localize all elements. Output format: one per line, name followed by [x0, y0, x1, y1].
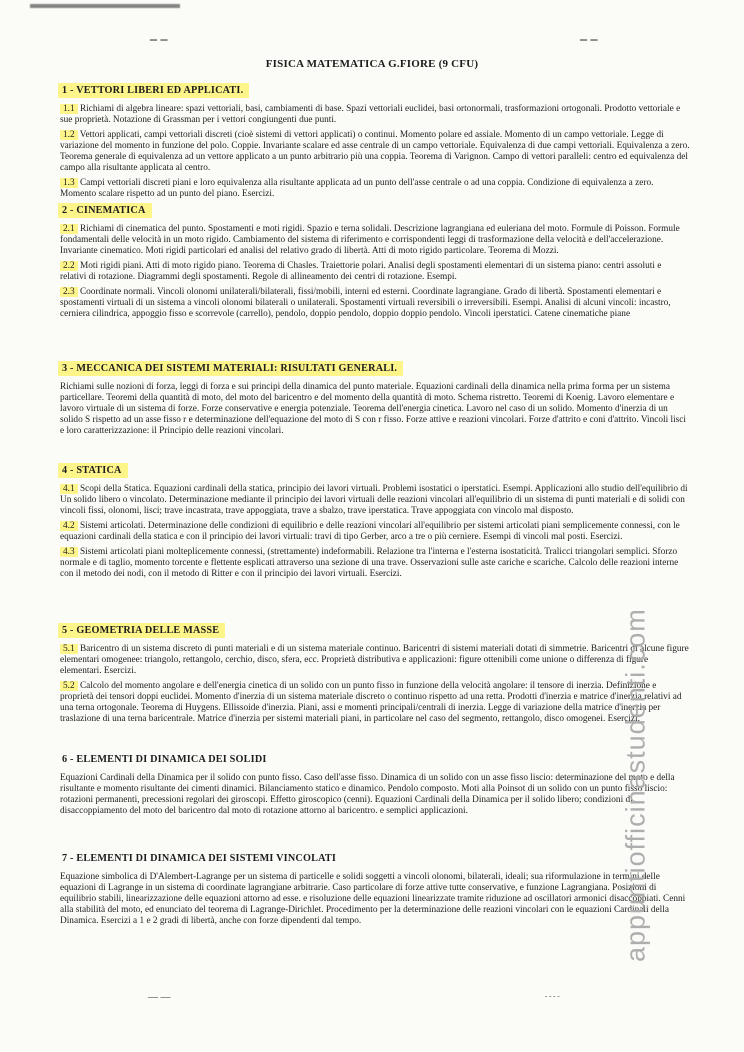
paragraph-number: 2.1: [60, 224, 78, 234]
scan-mark-bottom-right: - - - -: [545, 992, 560, 1000]
paragraph-number: 4.1: [60, 484, 78, 494]
paragraph-text: Vettori applicati, campi vettoriali discreti (cioè sistemi di vettori applicati) o continui. Momento polare ed assiale. Momento di un campo vettoriale. Legge di variazione del momento in funzione del polo. Coppie. Invariante scalare ed asse centrale di un campo vettoriale. Equivalenza di due campi vettoriali. Equivalenza a zero. Teorema generale di equivalenza ad un vettore applicato a un punto arbitrario più una coppia. Teorema di Varignon. Campo di vettori paralleli: centro ed equivalenza del campo alla risultante applicata al centro.: [60, 130, 690, 173]
paragraph-text: Richiami di cinematica del punto. Spostamenti e moti rigidi. Spazio e terna solidali. Descrizione lagrangiana ed euleriana del moto. Formule di Poisson. Formule fondamentali delle velocità in un moto rigido. Cambiamento del sistema di riferimento e corrispondenti leggi di trasformazione della velocità e dell'accelerazione. Invariante cinematico. Moti rigidi particolari ed analisi del relativo grado di libertà. Atti di moto rigido particolare. Teorema di Mozzi.: [60, 224, 680, 256]
section-1: [60, 83, 690, 204]
paragraph-text: Coordinate normali. Vincoli olonomi unilaterali/bilaterali, fissi/mobili, interni ed esterni. Coordinate lagrangiane. Grado di libertà. Spostamenti elementari e spostamenti virtuali di un sistema a vincoli olonomi bilaterali o unilaterali. Spostamenti virtuali reversibili o irreversibili. Esempi. Analisi di alcuni vincoli: incastro, cerniera cilindrica, appoggio fisso e scorrevole (carrello), pendolo, doppio pendolo, doppio doppio pendolo. Vincoli iperstatici. Catene cinematiche piane: [60, 287, 671, 319]
paragraph-number: 5.1: [60, 644, 78, 654]
paragraph: [60, 521, 690, 543]
paragraph: [60, 644, 690, 677]
paragraph-number: 1.2: [60, 130, 78, 140]
section-2: [60, 203, 690, 324]
paragraph: [60, 773, 690, 817]
section-heading: 5 - GEOMETRIA DELLE MASSE: [58, 623, 225, 638]
section-4: [60, 463, 690, 584]
paragraph: [60, 261, 690, 283]
paragraph-text: Campi vettoriali discreti piani e loro equivalenza alla risultante applicata ad un punto dell'asse centrale o ad una coppia. Condizione di equivalenza a zero. Momento scalare rispetto ad un punto del piano. Esercizi.: [60, 178, 654, 199]
section-6: [60, 752, 690, 821]
paragraph-text: Sistemi articolati piani molteplicemente connessi, (strettamente) indeformabili. Relazione tra l'interna e l'esterna isostaticità. Tralicci triangolari semplici. Sforzo normale e di taglio, momento torcente e flettente esplicati attraverso una sezione di una trave. Osservazioni sulle aste cariche e scariche. Calcolo delle reazioni interne con il metodo dei nodi, con il metodo di Ritter e con il principio dei lavori virtuali. Esercizi.: [60, 547, 679, 579]
section-heading: 3 - MECCANICA DEI SISTEMI MATERIALI: RISULTATI GENERALI.: [58, 361, 403, 376]
paragraph-text: Calcolo del momento angolare e dell'energia cinetica di un solido con un punto fisso in funzione della velocità angolare: il tensore di inerzia. Definizione e proprietà dei tensori doppi euclidei. Momento d'inerzia di un sistema materiale discreto o continuo rispetto ad una retta. Prodotti d'inerzia e matrice d'inerzia relativi ad una terna ortogonale. Teorema di Huygens. Ellissoide d'inerzia. Piani, assi e momenti principali/centrali di inerzia. Legge di variazione della matrice d'inerzia per traslazione di una terna baricentrale. Matrice d'inerzia per sistemi materiali piani, in particolare nel caso del segmento, rettangolo, disco omogenei. Esercizi.: [60, 681, 682, 724]
section-heading: 1 - VETTORI LIBERI ED APPLICATI.: [58, 83, 249, 98]
paragraph: [60, 382, 690, 437]
paragraph: [60, 178, 690, 200]
section-3: [60, 361, 690, 441]
paragraph-text: Sistemi articolati. Determinazione delle condizioni di equilibrio e delle reazioni vincolari all'equilibrio per sistemi articolati piani semplicemente connessi, con le equazioni cardinali della statica e con il principio dei lavori virtuali: travi di tipo Gerber, arco a tre o più cerniere. Esempi di vincoli mal posti. Esercizi.: [60, 521, 680, 542]
section-heading: 6 - ELEMENTI DI DINAMICA DEI SOLIDI: [62, 754, 267, 765]
paragraph-number: 1.1: [60, 104, 78, 114]
paragraph-text: Scopi della Statica. Equazioni cardinali della statica, principio dei lavori virtuali. Problemi isostatici o iperstatici. Esempi. Applicazioni allo studio dell'equilibrio di Un solido libero o vincolato. Determinazione mediante il principio dei lavori virtuali delle reazioni vincolari all'equilibrio di un sistema di punti materiali e di solidi con vincoli fissi, olonomi, lisci; trave incastrata, trave appoggiata, trave a sbalzo, trave iperstatica. Trave appoggiata con vincolo mal disposto.: [60, 484, 688, 516]
paragraph: [60, 130, 690, 174]
section-heading: 4 - STATICA: [58, 463, 128, 478]
watermark: appuntiofficinastudenti.com: [620, 608, 651, 962]
section-5: [60, 623, 690, 729]
section-heading: 7 - ELEMENTI DI DINAMICA DEI SISTEMI VINCOLATI: [62, 853, 337, 864]
paragraph: [60, 872, 690, 927]
section-heading: 2 - CINEMATICA: [58, 203, 152, 218]
paragraph-text: Moti rigidi piani. Atti di moto rigido piano. Teorema di Chasles. Traiettorie polari. Analisi degli spostamenti elementari di un sistema piano: centri assoluti e relativi di rotazione. Diagrammi degli spostamenti. Regole di allineamento dei centri di rotazione. Esempi.: [60, 261, 662, 282]
paragraph-number: 2.2: [60, 261, 78, 271]
paragraph-text: Richiami di algebra lineare: spazi vettoriali, basi, cambiamenti di base. Spazi vettoriali euclidei, basi ortonormali, trasformazioni ortogonali. Prodotto vettoriale e sue proprietà. Notazione di Grassman per i vettori congiungenti due punti.: [60, 104, 681, 125]
paragraph: [60, 287, 690, 320]
scan-mark-right: – –: [580, 32, 598, 47]
paragraph: [60, 547, 690, 580]
paragraph: [60, 224, 690, 257]
paragraph-text: Equazione simbolica di D'Alembert-Lagrange per un sistema di particelle e solidi soggetti a vincoli olonomi, bilaterali, ideali; sua riformulazione in termini delle equazioni di Lagrange in un sistema di coordinate lagrangiane arbitrarie. Caso particolare di forze attive tutte conservative, e funzione Lagrangiana. Posizioni di equilibrio stabili, linearizzazione delle equazioni attorno ad esse. e risoluzione delle equazioni linearizzate tramite riduzione ad oscillatori armonici disaccoppiati. Cenni alla stabilità del moto, ed enunciato del teorema di Lagrange-Dirichlet. Procedimento per la determinazione delle reazioni vincolari con le equazioni Cardinali della Dinamica. Esercizi a 1 e 2 gradi di libertà, anche con forze dipendenti dal tempo.: [60, 872, 686, 926]
scan-mark-left: – –: [150, 32, 168, 47]
paragraph-text: Richiami sulle nozioni di forza, leggi di forza e sui principi della dinamica del punto materiale. Equazioni cardinali della dinamica nella prima forma per un sistema particellare. Teoremi della quantità di moto, del moto del baricentro e del momento della quantità di moto. Schema ristretto. Teoremi di Koenig. Lavoro elementare e lavoro virtuale di un sistema di forze. Forze conservative e energia potenziale. Teorema dell'energia cinetica. Lavoro nel caso di un solido. Momento d'inerzia di un solido S rispetto ad un asse fisso r e determinazione dell'equazione del moto di S con r fisso. Forze attive e reazioni vincolari. Forze d'attrito e coni d'attrito. Vincoli lisci e loro caratterizzazione: il Principio delle reazioni vincolari.: [60, 382, 686, 436]
paragraph-number: 2.3: [60, 287, 78, 297]
scan-mark-bottom-left: — —: [148, 992, 171, 1003]
section-7: [60, 851, 690, 931]
paragraph: [60, 484, 690, 517]
paragraph-number: 4.3: [60, 547, 78, 557]
paragraph: [60, 681, 690, 725]
paragraph: [60, 104, 690, 126]
paragraph-number: 1.3: [60, 178, 78, 188]
paragraph-text: Equazioni Cardinali della Dinamica per il solido con punto fisso. Caso dell'asse fisso. Dinamica di un solido con un asse fisso liscio: determinazione del moto e della risultante e momento risultante dei cimenti dinamici. Bilanciamento statico e dinamico. Pendolo composto. Moti alla Poinsot di un solido con un punto fisso liscio: rotazioni permanenti, precessioni regolari dei giroscopi. Effetto giroscopico (cenni). Equazioni Cardinali della Dinamica per il solido libero; condizioni di disaccoppiamento del moto del baricentro dal moto di rotazione attorno al baricentro. e semplici applicazioni.: [60, 773, 675, 816]
document-title: FISICA MATEMATICA G.FIORE (9 CFU): [265, 58, 479, 70]
paragraph-text: Baricentro di un sistema discreto di punti materiali e di un sistema materiale continuo. Baricentri di sistemi materiali dotati di simmetrie. Baricentri di alcune figure elementari omogenee: triangolo, rettangolo, cerchio, disco, sfera, ecc. Proprietà distributiva e applicazioni: figure ottenibili come unione o differenza di figure elementari. Esercizi.: [60, 644, 689, 676]
scan-artifact-top: [0, 0, 744, 16]
paragraph-number: 4.2: [60, 521, 78, 531]
paragraph-number: 5.2: [60, 681, 78, 691]
